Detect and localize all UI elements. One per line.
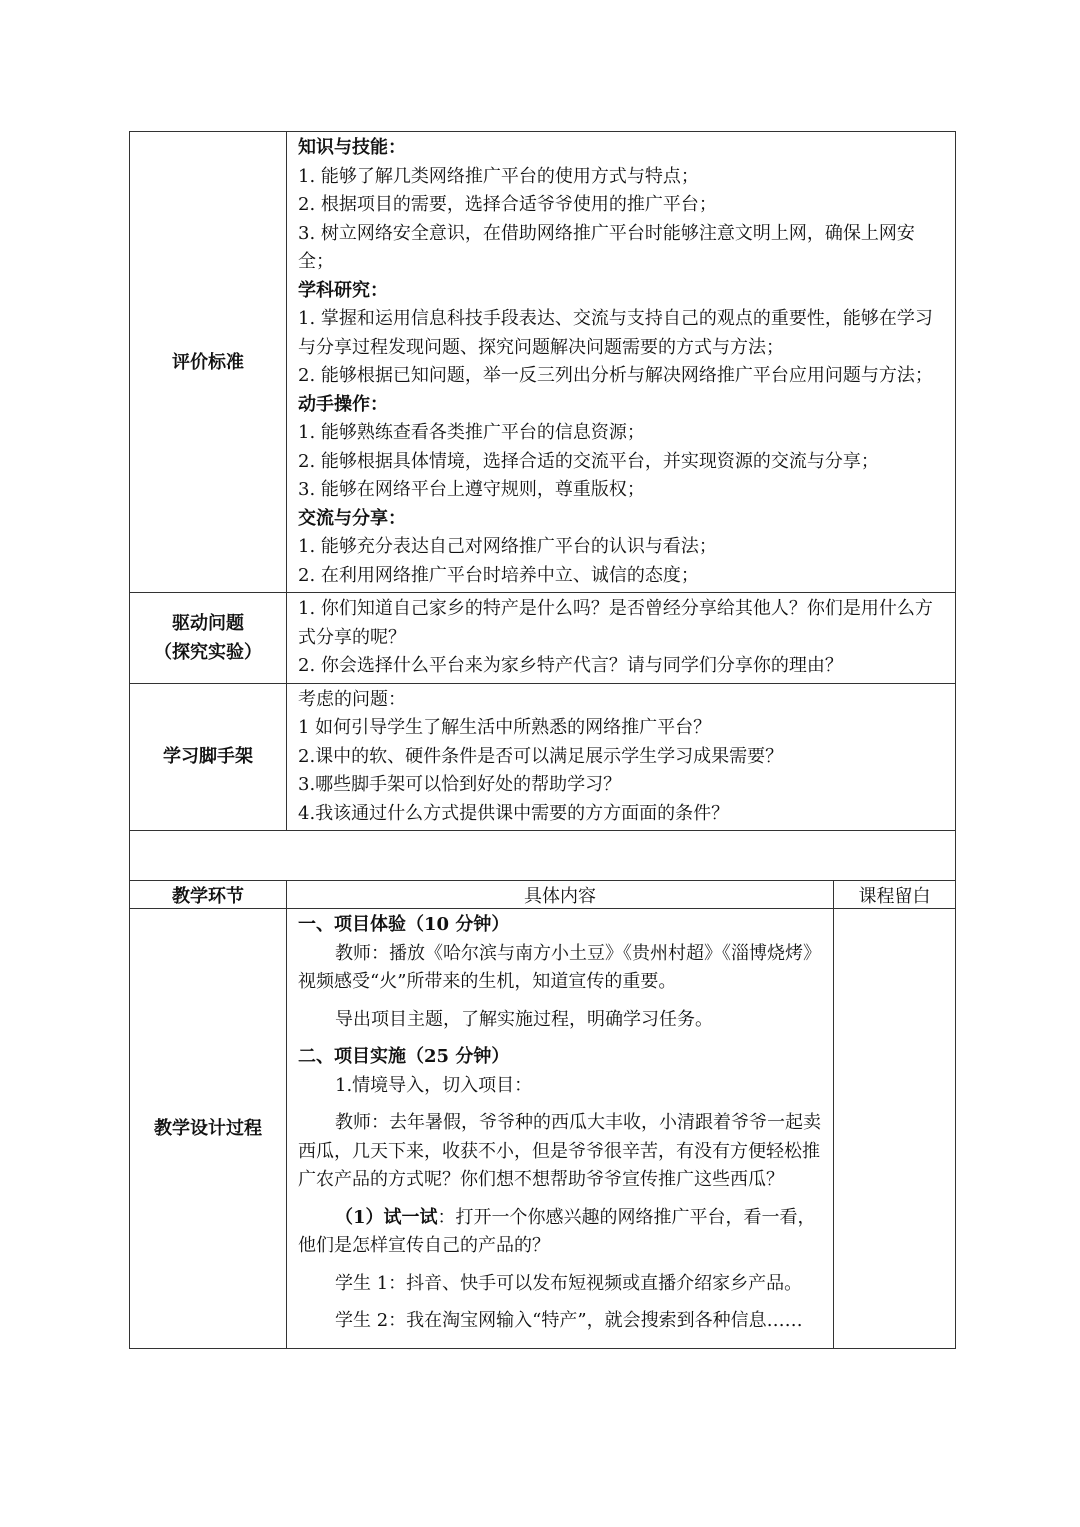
list-item: 1. 你们知道自己家乡的特产是什么吗？是否曾经分享给其他人？你们是用什么方式分享的呢？ [298, 598, 933, 648]
list-item: 1. 掌握和运用信息科技手段表达、交流与支持自己的观点的重要性，能够在学习与分享过程发现问题、探究问题解决问题需要的方式与方法； [298, 308, 933, 358]
header-blank-space: 课程留白 [834, 881, 956, 909]
part2-paragraph: 1.情境导入，切入项目： [335, 1074, 533, 1096]
lesson-plan-table [129, 131, 956, 1349]
student-answer: 学生 2：我在淘宝网输入“特产”，就会搜索到各种信息…… [335, 1310, 803, 1331]
process-content [287, 909, 834, 1349]
list-item: 1. 能够充分表达自己对网络推广平台的认识与看法； [298, 536, 717, 557]
section-heading: 交流与分享： [298, 507, 406, 529]
blank-space-cell [834, 909, 956, 1349]
process-row [130, 909, 956, 1349]
list-item: 1. 能够了解几类网络推广平台的使用方式与特点； [298, 165, 699, 187]
scaffold-content [287, 683, 956, 831]
list-item: 1 如何引导学生了解生活中所熟悉的网络推广平台？ [298, 717, 712, 738]
list-item: 2. 根据项目的需要，选择合适爷爷使用的推广平台； [298, 194, 717, 215]
scaffold-intro: 考虑的问题： [298, 688, 406, 710]
list-item: 2. 能够根据具体情境，选择合适的交流平台，并实现资源的交流与分享； [298, 450, 879, 472]
part1-paragraph: 导出项目主题，了解实施过程，明确学习任务。 [335, 1008, 713, 1030]
header-row [130, 881, 956, 909]
list-item: 3.哪些脚手架可以恰到好处的帮助学习？ [298, 774, 622, 795]
scaffold-row [130, 683, 956, 831]
driving-question-label [130, 593, 287, 684]
part2-paragraph: 教师：去年暑假，爷爷种的西瓜大丰收，小清跟着爷爷一起卖西瓜，几天下来，收获不小，但是爷爷很辛苦，有没有方便轻松推广农产品的方式呢？你们想不想帮助爷爷宣传推广这些西瓜？ [298, 1112, 821, 1190]
part1-paragraph: 教师：播放《哈尔滨与南方小土豆》《贵州村超》《淄博烧烤》视频感受“火”所带来的生机，知道宣传的重要。 [298, 942, 821, 992]
part1-title: 一、项目体验（10 分钟） [298, 914, 510, 935]
driving-question-row [130, 593, 956, 684]
scaffold-label: 学习脚手架 [130, 683, 287, 831]
evaluation-row [130, 132, 956, 593]
list-item: 2.课中的软、硬件条件是否可以满足展示学生学习成果需要？ [298, 745, 784, 767]
section-heading: 学科研究： [298, 279, 388, 301]
evaluation-content [287, 132, 956, 593]
section-heading: 知识与技能： [298, 137, 406, 158]
list-item: 3. 树立网络安全意识，在借助网络推广平台时能够注意文明上网，确保上网安全； [298, 222, 915, 272]
document-page [129, 131, 955, 1349]
header-teaching-stage: 教学环节 [130, 881, 287, 909]
try-text: ：打开一个你感兴趣的网络推广平台，看一看，他们是怎样宣传自己的产品的？ [298, 1206, 816, 1256]
list-item: 4.我该通过什么方式提供课中需要的方方面面的条件？ [298, 802, 730, 824]
student-answer: 学生 1：抖音、快手可以发布短视频或直播介绍家乡产品。 [335, 1272, 803, 1294]
blank-row [130, 831, 956, 881]
evaluation-label: 评价标准 [130, 132, 287, 593]
try-paragraph [298, 1204, 823, 1261]
list-item: 2. 能够根据已知问题，举一反三列出分析与解决网络推广平台应用问题与方法； [298, 365, 933, 386]
driving-question-content [287, 593, 956, 684]
driving-label-line1: 驱动问题 [172, 612, 244, 634]
try-label: （1）试一试 [335, 1206, 438, 1228]
list-item: 2. 你会选择什么平台来为家乡特产代言？请与同学们分享你的理由？ [298, 655, 843, 676]
list-item: 1. 能够熟练查看各类推广平台的信息资源； [298, 422, 645, 443]
blank-cell [130, 831, 956, 881]
header-content: 具体内容 [287, 881, 834, 909]
list-item: 3. 能够在网络平台上遵守规则，尊重版权； [298, 479, 645, 500]
list-item: 2. 在利用网络推广平台时培养中立、诚信的态度； [298, 564, 699, 586]
driving-label-line2: （探究实验） [154, 641, 262, 663]
part2-title: 二、项目实施（25 分钟） [298, 1046, 510, 1067]
process-label: 教学设计过程 [130, 909, 287, 1349]
section-heading: 动手操作： [298, 393, 388, 415]
